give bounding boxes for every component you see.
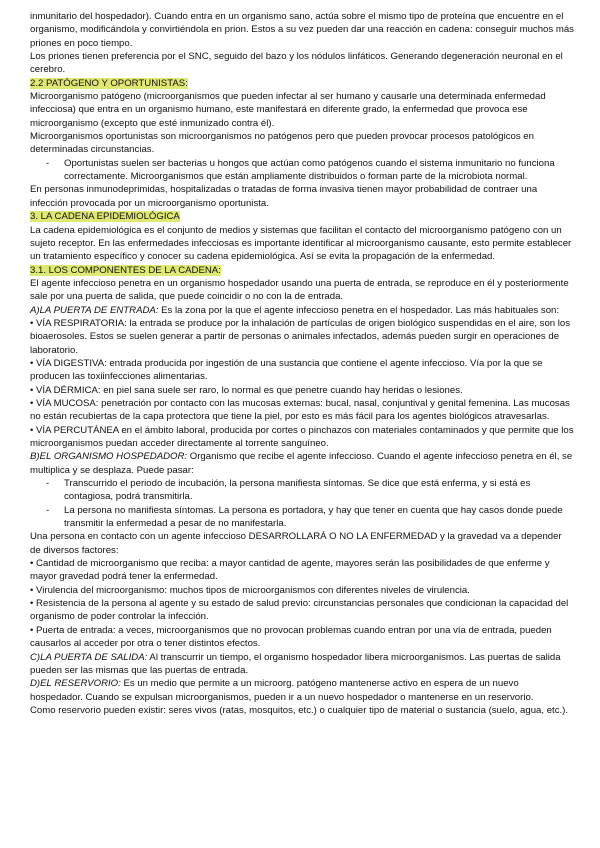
paragraph-intro: inmunitario del hospedador). Cuando entra en un organismo sano, actúa sobre el mismo tipo de proteína que encuentre en el organismo, modificándola y convirtiéndola en prion. Estos a su vez pueden dar una reacción en cadena: conseguir muchos más priones en poco tiempo. xyxy=(30,11,574,49)
factor-virulencia: • Virulencia del microorganismo: muchos tipos de microorganismos con diferentes niveles de virulencia. xyxy=(30,584,574,597)
section-b-title: B)EL ORGANISMO HOSPEDADOR: xyxy=(30,451,188,463)
section-c xyxy=(30,651,574,678)
paragraph-inmunodeprimidas: En personas inmunodeprimidas, hospitalizadas o tratadas de forma invasiva tienen mayor probabilidad de contraer una infección provocada por un microorganismo oportunista. xyxy=(30,184,538,209)
via-digestiva: • VÍA DIGESTIVA: entrada producida por ingestión de una sustancia que contiene el agente infeccioso. Vía por la que se producen las toxiinfecciones alimentarias. xyxy=(30,357,574,384)
heading-3-1-text: 3.1. LOS COMPONENTES DE LA CADENA: xyxy=(30,264,221,276)
section-d-title: D)EL RESERVORIO: xyxy=(30,678,121,690)
section-a-text: Es la zona por la que el agente infeccioso penetra en el hospedador. Las más habituales son: xyxy=(158,304,560,316)
list-item: - Transcurrido el periodo de incubación, la persona manifiesta síntomas. Se dice que está enferma, y si está es contagiosa, podrá transmitirla. xyxy=(30,477,574,504)
factor-resistencia: • Resistencia de la persona al agente y su estado de salud previo: circunstancias personales que condicionan la capacidad del organismo de poder controlar la infección. xyxy=(30,597,574,624)
paragraph-agente: El agente infeccioso penetra en un organismo hospedador usando una puerta de entrada, se reproduce en él y posteriormente sale por una puerta de salida, que puede coincidir o no con la de entrada. xyxy=(30,277,569,303)
section-d xyxy=(30,677,574,704)
section-a-title: A)LA PUERTA DE ENTRADA: xyxy=(30,304,159,316)
via-mucosa: • VÍA MUCOSA: penetración por contacto con las mucosas externas: bucal, nasal, conjuntival y genital femenina. Las mucosas no están recubiertas de la capa protectora que tiene la piel, por esto es más fácil para los agentes biológicos atravesarlas. xyxy=(30,397,574,424)
paragraph-contacto: Una persona en contacto con un agente infeccioso DESARROLLARÁ O NO LA ENFERMEDAD y la gravedad va a depender de diversos factores: xyxy=(30,531,562,556)
heading-2-2 xyxy=(30,77,574,90)
factor-puerta: • Puerta de entrada: a veces, microorganismos que no provocan problemas cuando entran por una vía de entrada, pueden causarlos al acceder por otra o tener distintos efectos. xyxy=(30,624,574,651)
list-item: - La persona no manifiesta síntomas. La persona es portadora, y hay que tener en cuenta que hay casos donde puede transmitir la enfermedad a pesar de no manifestarla. xyxy=(30,504,574,531)
hospedador-list xyxy=(30,477,574,530)
section-b-text: Organismo que recibe el agente infeccioso. Cuando el agente infeccioso penetra en él, se multiplica y se desplaza. Puede pasar: xyxy=(30,451,573,476)
heading-3 xyxy=(30,210,574,223)
section-c-title: C)LA PUERTA DE SALIDA: xyxy=(30,651,148,663)
paragraph-priones: Los priones tienen preferencia por el SNC, seguido del bazo y los nódulos linfáticos. Generando degeneración neuronal en el cerebro. xyxy=(30,51,563,76)
list-item: - Oportunistas suelen ser bacterias u hongos que actúan como patógenos cuando el sistema inmunitario no funciona correctamente. Microorganismos que están ampliamente distribuidos o forman parte de la microbiota normal. xyxy=(30,157,574,184)
via-dermica: • VÍA DÉRMICA: en piel sana suele ser raro, lo normal es que penetre cuando hay heridas o lesiones. xyxy=(30,384,574,397)
heading-2-2-text: 2.2 PATÓGENO Y OPORTUNISTAS: xyxy=(30,77,188,89)
heading-3-text: 3. LA CADENA EPIDEMIOLÓGICA xyxy=(30,211,180,223)
section-b xyxy=(30,450,574,477)
paragraph-cadena: La cadena epidemiológica es el conjunto de medios y sistemas que facilitan el contacto del microorganismo patógeno con un sujeto receptor. En las enfermedades infecciosas es importante identificar al microorganismo causante, esto permite establecer un tratamiento específico y conocer su cadena epidemiológica. Así se evita la propagación de la enfermedad. xyxy=(30,224,572,263)
via-respiratoria: • VÍA RESPIRATORIA: la entrada se produce por la inhalación de partículas de origen biológico suspendidas en el aire, son los bioaerosoles. Estos se suelen generar a partir de personas o animales infectados, además pueden surgir en operaciones de laboratorio. xyxy=(30,317,574,357)
paragraph-oportunistas: Microorganismos oportunistas son microorganismos no patógenos pero que pueden provocar procesos patológicos en determinadas circunstancias. xyxy=(30,131,534,156)
factor-cantidad: • Cantidad de microorganismo que reciba: a mayor cantidad de agente, mayores serán las posibilidades de que enferme y mayor gravedad podrá tener la enfermedad. xyxy=(30,557,574,584)
oportunistas-list xyxy=(30,157,574,184)
paragraph-reservorio: Como reservorio pueden existir: seres vivos (ratas, mosquitos, etc.) o cualquier tipo de material o sustancia (suelo, agua, etc.). xyxy=(30,704,569,716)
via-percutanea: • VÍA PERCUTÁNEA en el ámbito laboral, producida por cortes o pinchazos con materiales contaminados y que permite que los microorganismos puedan acceder directamente al torrente sanguíneo. xyxy=(30,424,574,451)
section-c-text: Al transcurrir un tiempo, el organismo hospedador libera microorganismos. Las puertas de salida pueden ser las mismas que las puertas de entrada. xyxy=(30,651,561,676)
heading-3-1 xyxy=(30,264,574,277)
section-d-text: Es un medio que permite a un microorg. patógeno mantenerse activo en espera de un nuevo hospedador. Cuando se expulsan microorganismos, pueden ir a un nuevo hospedador o mantenerse en un reservorio. xyxy=(30,678,534,703)
document-page xyxy=(30,10,574,717)
paragraph-patogeno: Microorganismo patógeno (microorganismos que pueden infectar al ser humano y causarle una determinada enfermedad infecciosa) que entra en un organismo humano, este manifestará en diferente grado, la enfermedad que provoca ese microorganismo (excepto que esté inmunizado contra él). xyxy=(30,91,546,129)
section-a xyxy=(30,304,574,317)
